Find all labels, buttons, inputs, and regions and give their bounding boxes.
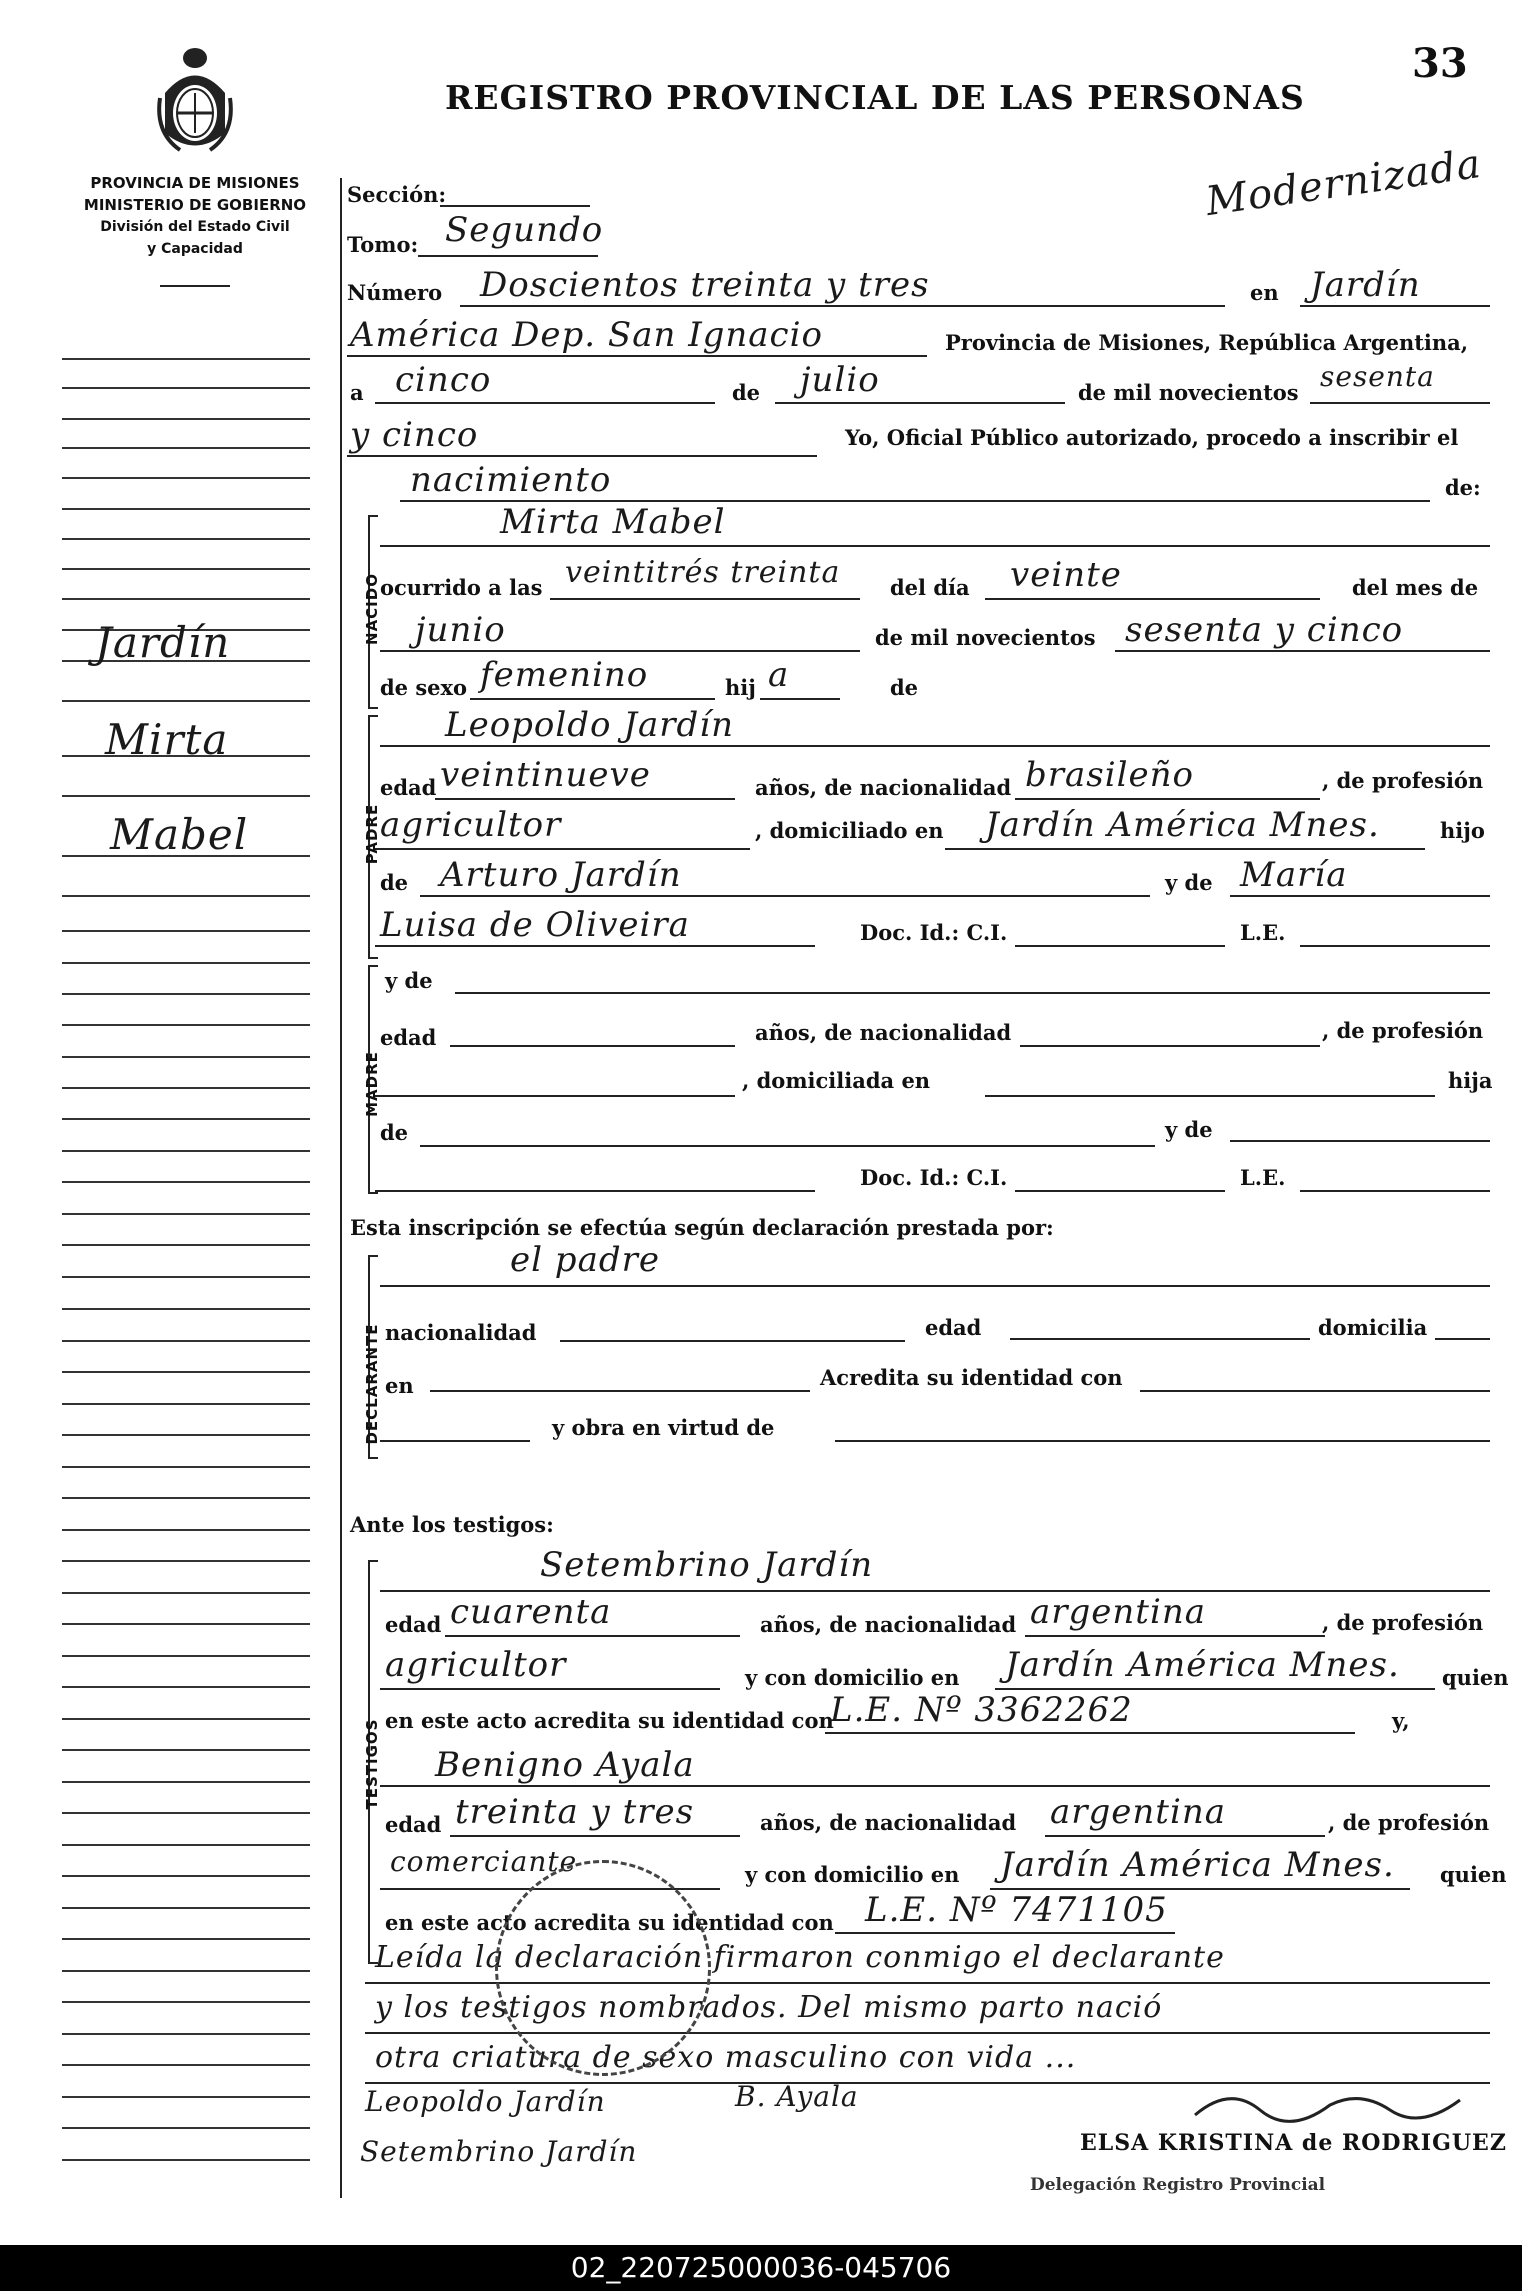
label-nac-madre: años, de nacionalidad — [755, 1020, 1012, 1045]
place-line — [347, 355, 927, 357]
field-witness1: Setembrino Jardín — [540, 1545, 874, 1585]
label-acredita: Acredita su identidad con — [820, 1365, 1123, 1390]
le-madre-line — [1300, 1190, 1490, 1192]
label-doc-padre: Doc. Id.: C.I. — [860, 920, 1008, 945]
field-hora: veintitrés treinta — [565, 555, 841, 590]
madre-parent2b-line — [375, 1190, 815, 1192]
field-dia: cinco — [395, 360, 492, 400]
field-father-nac: brasileño — [1025, 755, 1194, 795]
decl-obra-line — [835, 1440, 1490, 1442]
field-w2-prof: comerciante — [390, 1845, 578, 1878]
label-y-obra: y obra en virtud de — [552, 1415, 775, 1440]
label-numero: Número — [347, 280, 443, 305]
field-w1-dom: Jardín América Mnes. — [1005, 1645, 1400, 1685]
label-dom-w1: y con domicilio en — [745, 1665, 960, 1690]
madre-prof-line — [375, 1095, 735, 1097]
label-edad-padre: edad — [380, 775, 437, 800]
seccion-line — [440, 205, 590, 207]
decl-en-line — [430, 1390, 810, 1392]
label-nac-padre: años, de nacionalidad — [755, 775, 1012, 800]
father-parent2b-line — [375, 945, 815, 947]
field-father-dom: Jardín América Mnes. — [985, 805, 1380, 845]
field-hij-suffix: a — [768, 655, 790, 695]
official-name: ELSA KRISTINA de RODRIGUEZ — [1080, 2130, 1507, 2156]
signature-1: Leopoldo Jardín — [365, 2085, 606, 2118]
form-left-border — [340, 178, 342, 2198]
org-line3: División del Estado Civil — [100, 219, 290, 235]
label-quien-w1: quien — [1442, 1665, 1509, 1690]
mes-line — [775, 402, 1065, 404]
field-father-prof: agricultor — [380, 805, 562, 845]
field-sexo: femenino — [480, 655, 649, 695]
witness2-line — [380, 1785, 1490, 1787]
label-de-father-parent: de — [380, 870, 409, 895]
section-nacido: NACIDO — [363, 573, 381, 645]
decl-dom-line — [1435, 1338, 1490, 1340]
org-line2: MINISTERIO DE GOBIERNO — [83, 196, 307, 214]
field-closing1: Leída la declaración firmaron conmigo el declarante — [375, 1940, 1225, 1975]
label-tomo: Tomo: — [347, 232, 419, 257]
label-del-dia: del día — [890, 575, 970, 600]
official-seal — [495, 1860, 711, 2076]
label-de-mil2: de mil novecientos — [875, 625, 1096, 650]
w1-doc-line — [825, 1732, 1355, 1734]
father-age-line — [435, 798, 735, 800]
field-w1-nac: argentina — [1030, 1592, 1207, 1632]
anio-b-line — [347, 455, 817, 457]
section-madre: MADRE — [363, 1051, 381, 1117]
label-y-de-madre2: y de — [1165, 1117, 1213, 1142]
sexo-line — [470, 698, 715, 700]
madre-age-line — [450, 1045, 735, 1047]
label-domiciliada: , domiciliada en — [742, 1068, 931, 1093]
label-ante-testigos: Ante los testigos: — [350, 1512, 554, 1537]
label-hijo: hijo — [1440, 818, 1485, 843]
label-yo-oficial: Yo, Oficial Público autorizado, procedo a inscribir el — [845, 425, 1459, 450]
hij-line — [760, 698, 840, 700]
father-nac-line — [1015, 798, 1320, 800]
field-acta: nacimiento — [410, 460, 612, 500]
label-de-sexo: de sexo — [380, 675, 468, 700]
field-dia-nac: veinte — [1010, 555, 1122, 595]
field-father-parent1: Arturo Jardín — [440, 855, 682, 895]
decl-nac-line — [560, 1340, 905, 1342]
field-anio-b: y cinco — [350, 415, 479, 455]
field-place-cont: América Dep. San Ignacio — [350, 315, 823, 355]
official-signature-icon — [1190, 2080, 1470, 2130]
child-name-line — [380, 545, 1490, 547]
field-w2-doc: L.E. Nº 7471105 — [865, 1890, 1168, 1930]
numero-line — [460, 305, 1225, 307]
decl-obra-pre-line — [380, 1440, 530, 1442]
label-en: en — [1250, 280, 1279, 305]
margin-note-name2: Mabel — [110, 810, 249, 859]
field-w1-doc: L.E. Nº 3362262 — [830, 1690, 1133, 1730]
madre-parent1-line — [420, 1145, 1155, 1147]
w1-age-line — [445, 1635, 740, 1637]
signature-2: B. Ayala — [735, 2080, 859, 2113]
label-a: a — [350, 380, 364, 405]
father-parent2a-line — [1230, 895, 1490, 897]
section-padre: PADRE — [363, 803, 381, 865]
label-domicilia: domicilia — [1318, 1315, 1428, 1340]
dia-line — [375, 402, 715, 404]
field-en-place: Jardín — [1310, 265, 1421, 305]
footer-code: 02_220725000036-045706 — [0, 2245, 1522, 2291]
field-tomo: Segundo — [445, 210, 604, 250]
label-hija: hija — [1448, 1068, 1493, 1093]
field-child-name: Mirta Mabel — [500, 502, 726, 542]
label-seccion: Sección: — [347, 182, 447, 207]
field-w1-prof: agricultor — [385, 1645, 567, 1685]
label-y-de-madre: y de — [385, 968, 433, 993]
doc-madre-line — [1015, 1190, 1225, 1192]
label-de-madre-parent: de — [380, 1120, 409, 1145]
org-underline — [160, 285, 230, 287]
dia-nac-line — [985, 598, 1320, 600]
field-anio-a: sesenta — [1320, 360, 1435, 393]
label-prof-padre: , de profesión — [1322, 768, 1484, 793]
org-line1: PROVINCIA DE MISIONES — [90, 174, 300, 192]
org-header — [50, 172, 340, 260]
label-ocurrido: ocurrido a las — [380, 575, 543, 600]
w2-age-line — [450, 1835, 740, 1837]
label-nac-w1: años, de nacionalidad — [760, 1612, 1017, 1637]
field-father-name: Leopoldo Jardín — [445, 705, 735, 745]
label-quien-w2: quien — [1440, 1862, 1507, 1887]
field-w1-age: cuarenta — [450, 1592, 612, 1632]
madre-parent2-line — [1230, 1140, 1490, 1142]
label-del-mes: del mes de — [1352, 575, 1479, 600]
field-w2-dom: Jardín América Mnes. — [1000, 1845, 1395, 1885]
label-acredita-w1: en este acto acredita su identidad con — [385, 1708, 834, 1733]
field-father-parent2b: Luisa de Oliveira — [380, 905, 690, 945]
label-y-de-padre: y de — [1165, 870, 1213, 895]
anio-line — [1310, 402, 1490, 404]
mes-nac-line — [380, 650, 860, 652]
section-testigos: TESTIGOS — [363, 1718, 381, 1810]
field-closing3: otra criatura de sexo masculino con vida ... — [375, 2040, 1077, 2075]
decl-edad-line — [1010, 1338, 1310, 1340]
label-nacionalidad: nacionalidad — [385, 1320, 537, 1345]
section-declarante: DECLARANTE — [363, 1323, 381, 1445]
coat-of-arms-icon — [155, 38, 235, 163]
label-de-mes: de — [732, 380, 761, 405]
madre-name-line — [455, 992, 1490, 994]
page-number: 33 — [1412, 40, 1468, 87]
margin-note-name1: Mirta — [105, 715, 229, 764]
doc-padre-line — [1015, 945, 1225, 947]
label-edad-w2: edad — [385, 1812, 442, 1837]
signature-3: Setembrino Jardín — [360, 2135, 638, 2168]
field-father-parent2a: María — [1240, 855, 1348, 895]
label-prof-w1: , de profesión — [1322, 1610, 1484, 1635]
field-numero: Doscientos treinta y tres — [480, 265, 930, 305]
field-w2-nac: argentina — [1050, 1792, 1227, 1832]
hora-line — [550, 598, 860, 600]
label-edad-decl: edad — [925, 1315, 982, 1340]
label-en-decl: en — [385, 1373, 414, 1398]
label-hij: hij — [725, 675, 756, 700]
field-w2-age: treinta y tres — [455, 1792, 695, 1832]
field-mes: julio — [800, 360, 880, 400]
label-domiciliado: , domiciliado en — [755, 818, 944, 843]
label-doc-madre: Doc. Id.: C.I. — [860, 1165, 1008, 1190]
official-title: Delegación Registro Provincial — [1030, 2175, 1326, 2195]
declarant-line — [380, 1285, 1490, 1287]
label-de-colon: de: — [1445, 475, 1481, 500]
field-closing2: y los testigos nombrados. Del mismo parto nació — [375, 1990, 1163, 2025]
label-edad-madre: edad — [380, 1025, 437, 1050]
label-provincia: Provincia de Misiones, República Argentina, — [945, 330, 1469, 355]
madre-dom-line — [985, 1095, 1435, 1097]
label-de-parents: de — [890, 675, 919, 700]
label-dom-w2: y con domicilio en — [745, 1862, 960, 1887]
label-edad-w1: edad — [385, 1612, 442, 1637]
label-esta-inscripcion: Esta inscripción se efectúa según declaración prestada por: — [350, 1215, 1054, 1240]
margin-note-surname: Jardín — [95, 618, 231, 667]
label-le-padre: L.E. — [1240, 920, 1286, 945]
le-padre-line — [1300, 945, 1490, 947]
w2-nac-line — [1045, 1835, 1325, 1837]
madre-nac-line — [1020, 1045, 1320, 1047]
field-mes-nac: junio — [415, 610, 506, 650]
anio-nac-line — [1115, 650, 1490, 652]
org-line4: y Capacidad — [147, 241, 243, 257]
field-declarant: el padre — [510, 1240, 660, 1280]
tomo-line — [418, 255, 598, 257]
label-prof-madre: , de profesión — [1322, 1018, 1484, 1043]
en-line — [1300, 305, 1490, 307]
annotation-modernizada: Modernizada — [1203, 140, 1485, 226]
w1-prof-line — [380, 1688, 720, 1690]
father-name-line — [380, 745, 1490, 747]
w1-nac-line — [1025, 1635, 1325, 1637]
label-nac-w2: años, de nacionalidad — [760, 1810, 1017, 1835]
father-parent1-line — [420, 895, 1150, 897]
label-acredita-w2: en este acto acredita su identidad con — [385, 1910, 834, 1935]
page-title: REGISTRO PROVINCIAL DE LAS PERSONAS — [445, 78, 1305, 117]
decl-acredita-line — [1140, 1390, 1490, 1392]
w2-doc-line — [835, 1932, 1175, 1934]
label-le-madre: L.E. — [1240, 1165, 1286, 1190]
label-prof-w2: , de profesión — [1328, 1810, 1490, 1835]
father-prof-line — [375, 848, 750, 850]
label-de-mil: de mil novecientos — [1078, 380, 1299, 405]
field-anio-nac: sesenta y cinco — [1125, 610, 1404, 650]
field-father-age: veintinueve — [440, 755, 651, 795]
label-y-w1: y, — [1392, 1708, 1410, 1733]
field-witness2: Benigno Ayala — [435, 1745, 695, 1785]
father-dom-line — [945, 848, 1425, 850]
